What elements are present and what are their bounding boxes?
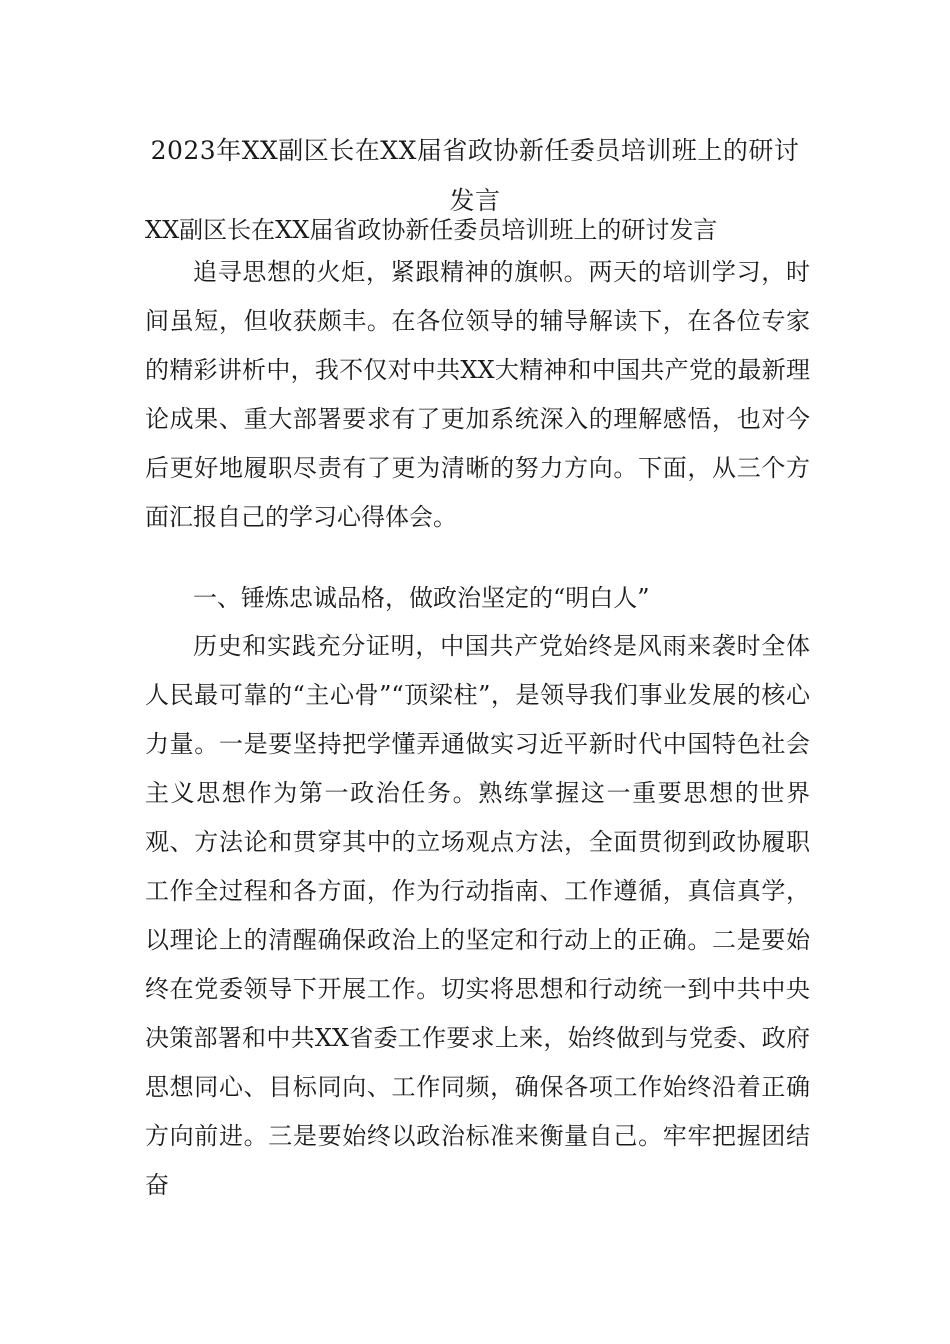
document-title: 2023年XX副区长在XX届省政协新任委员培训班上的研讨发言 bbox=[150, 136, 800, 215]
section-1-paragraph: 历史和实践充分证明，中国共产党始终是风雨来袭时全体人民最可靠的“主心骨”“顶梁柱”，是领导我们事业发展的核心力量。一是要坚持把学懂弄通做实习近平新时代中国特色社会主义思想作为第一政治任务。熟练掌握这一重要思想的世界观、方法论和贯穿其中的立场观点方法，全面贯彻到政协履职工作全过程和各方面，作为行动指南、工作遵循，真信真学，以理论上的清醒确保政治上的坚定和行动上的正确。二是要始终在党委领导下开展工作。切实将思想和行动统一到中共中央决策部署和中共XX省委工作要求上来，始终做到与党委、政府思想同心、目标同向、工作同频，确保各项工作始终沿着正确方向前进。三是要始终以政治标准来衡量自己。牢牢把握团结奋 bbox=[145, 632, 810, 1199]
intro-paragraph: 追寻思想的火炬，紧跟精神的旗帜。两天的培训学习，时间虽短，但收获颇丰。在各位领导的辅导解读下，在各位专家的精彩讲析中，我不仅对中共XX大精神和中国共产党的最新理论成果、重大部署要求有了更加系统深入的理解感悟，也对今后更好地履职尽责有了更为清晰的努力方向。下面，从三个方面汇报自己的学习心得体会。 bbox=[145, 258, 810, 531]
document-subtitle: XX副区长在XX届省政协新任委员培训班上的研讨发言 bbox=[145, 216, 718, 244]
section-heading-1: 一、锤炼忠诚品格，做政治坚定的“明白人” bbox=[193, 584, 650, 612]
